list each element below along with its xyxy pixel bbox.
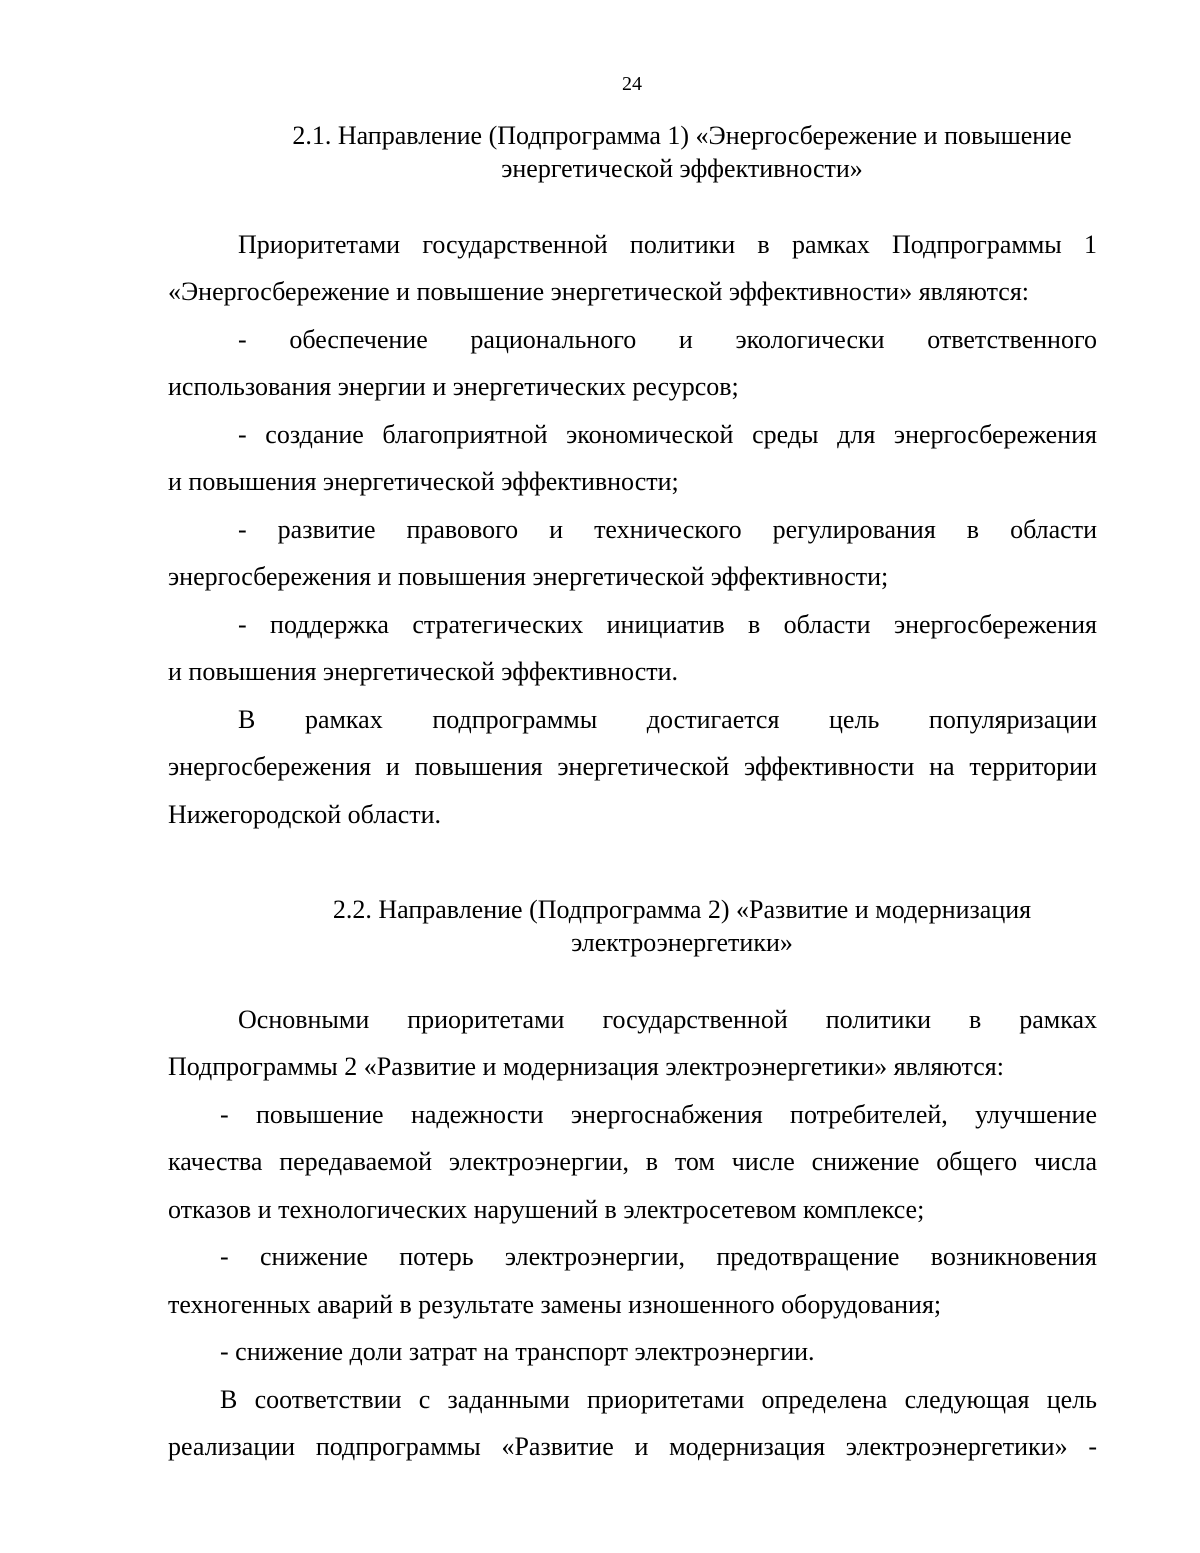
list-item-line: - поддержка стратегических инициатив в области энергосбережения [238,610,1097,639]
list-item-line: - развитие правового и технического регулирования в области [238,515,1097,544]
paragraph-line: энергосбережения и повышения энергетической эффективности на территории [168,752,1097,781]
section-heading-line: энергетической эффективности» [501,154,863,183]
list-item-line: использования энергии и энергетических ресурсов; [168,372,739,401]
paragraph-line: реализации подпрограммы «Развитие и модернизация электроэнергетики» - [168,1432,1097,1461]
page-number: 24 [622,73,642,95]
list-item-line: - создание благоприятной экономической среды для энергосбережения [238,420,1097,449]
list-item-line: и повышения энергетической эффективности; [168,467,679,496]
section-heading-2-2 [180,893,1184,959]
section-heading-line: 2.2. Направление (Подпрограмма 2) «Развитие и модернизация [332,895,1032,924]
section-heading-line: 2.1. Направление (Подпрограмма 1) «Энергосбережение и повышение [292,121,1072,150]
section-heading-2-1 [180,119,1184,185]
list-item-line: - обеспечение рационального и экологически ответственного [238,325,1097,354]
paragraph-line: В соответствии с заданными приоритетами определена следующая цель [220,1385,1097,1414]
list-item-line: - снижение потерь электроэнергии, предотвращение возникновения [220,1242,1097,1271]
paragraph-line: Основными приоритетами государственной политики в рамках [238,1005,1097,1034]
list-item-line: отказов и технологических нарушений в электросетевом комплексе; [168,1195,925,1224]
paragraph-line: Подпрограммы 2 «Развитие и модернизация электроэнергетики» являются: [168,1052,1004,1081]
paragraph-line: Нижегородской области. [168,800,442,829]
section-heading-line: электроэнергетики» [571,928,793,957]
list-item-line: - повышение надежности энергоснабжения потребителей, улучшение [220,1100,1097,1129]
list-item-line: энергосбережения и повышения энергетической эффективности; [168,562,889,591]
paragraph-line: Приоритетами государственной политики в рамках Подпрограммы 1 [238,230,1097,259]
paragraph-line: «Энергосбережение и повышение энергетической эффективности» являются: [168,277,1030,306]
list-item-line: качества передаваемой электроэнергии, в том числе снижение общего числа [168,1147,1097,1176]
list-item-line: и повышения энергетической эффективности. [168,657,679,686]
list-item-line: - снижение доли затрат на транспорт электроэнергии. [220,1337,815,1366]
paragraph-line: В рамках подпрограммы достигается цель популяризации [238,705,1097,734]
list-item-line: техногенных аварий в результате замены изношенного оборудования; [168,1290,942,1319]
